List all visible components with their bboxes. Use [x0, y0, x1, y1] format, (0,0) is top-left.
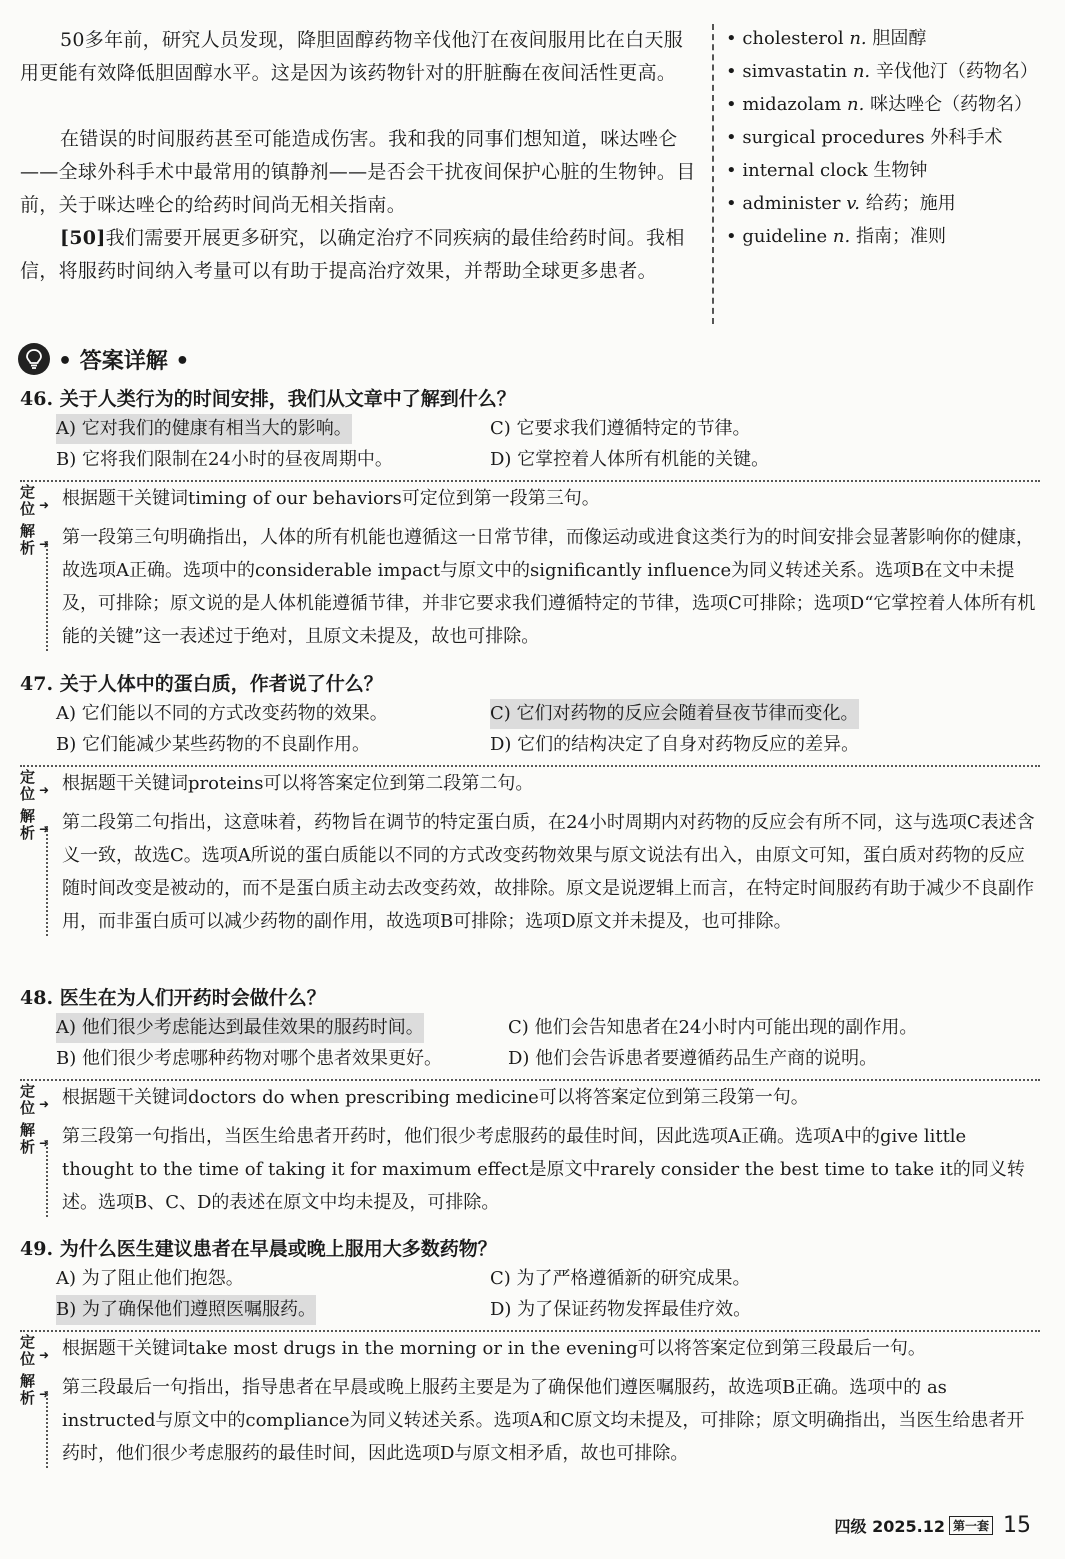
question-49	[20, 1234, 1040, 1470]
locate-text: 根据题干关键词take most drugs in the morning or in the evening可以将答案定位到第三段最后一句。	[62, 1338, 926, 1359]
locate-row	[20, 482, 1040, 518]
vocab-item: • midazolam n. 咪达唑仑（药物名）	[726, 88, 1046, 121]
lightbulb-icon	[18, 343, 50, 375]
passage-paragraph-3	[20, 222, 700, 288]
passage-paragraph-1: 50多年前，研究人员发现，降胆固醇药物辛伐他汀在夜间服用比在白天服用更能有效降低胆固醇水平。这是因为该药物针对的肝脏酶在夜间活性更高。	[20, 29, 684, 84]
locate-label: 定位	[20, 1333, 36, 1368]
question-46	[20, 384, 1040, 653]
option-b: B) 它们能减少某些药物的不良副作用。	[56, 734, 370, 755]
options	[20, 1264, 1040, 1326]
vocab-list	[726, 22, 1046, 253]
option-c: C) 它们对药物的反应会随着昼夜节律而变化。	[490, 699, 859, 729]
option-d: D) 为了保证药物发挥最佳疗效。	[490, 1299, 752, 1320]
locate-text: 根据题干关键词doctors do when prescribing medicine可以将答案定位到第三段第一句。	[62, 1087, 809, 1108]
question-title: 46. 关于人类行为的时间安排，我们从文章中了解到什么？	[20, 388, 516, 410]
arrow-icon: ➜	[39, 498, 50, 512]
passage-paragraph-3-text: 我们需要开展更多研究，以确定治疗不同疾病的最佳给药时间。我相信，将服药时间纳入考量可以有助于提高治疗效果，并帮助全球更多患者。	[20, 227, 685, 282]
vocab-item: • simvastatin n. 辛伐他汀（药物名）	[726, 55, 1046, 88]
question-title: 49. 为什么医生建议患者在早晨或晚上服用大多数药物？	[20, 1238, 497, 1260]
vocab-item: • administer v. 给药；施用	[726, 187, 1046, 220]
option-a: A) 它对我们的健康有相当大的影响。	[56, 414, 352, 444]
analysis-row	[20, 806, 1040, 938]
option-a: A) 为了阻止他们抱怨。	[56, 1268, 244, 1289]
analysis-row	[20, 1371, 1040, 1470]
locate-text: 根据题干关键词timing of our behaviors可定位到第一段第三句。	[62, 488, 600, 509]
arrow-icon: ➜	[39, 1136, 50, 1150]
page-footer	[835, 1513, 1031, 1538]
arrow-icon: ➜	[39, 822, 50, 836]
option-d: D) 它掌控着人体所有机能的关键。	[490, 449, 770, 470]
question-title: 47. 关于人体中的蛋白质，作者说了什么？	[20, 673, 383, 695]
locate-row	[20, 767, 1040, 803]
analysis-label: 解析	[20, 522, 36, 557]
question-47	[20, 669, 1040, 938]
arrow-icon: ➜	[39, 1097, 50, 1111]
option-c: C) 为了严格遵循新的研究成果。	[490, 1268, 751, 1289]
set-label: 第一套	[949, 1516, 993, 1535]
paragraph-marker: [50]	[60, 227, 106, 249]
explanation-block	[20, 480, 1040, 653]
locate-label: 定位	[20, 768, 36, 803]
vocab-item: • cholesterol n. 胆固醇	[726, 22, 1046, 55]
locate-row	[20, 1332, 1040, 1368]
option-a: A) 它们能以不同的方式改变药物的效果。	[56, 703, 388, 724]
page-number: 15	[1003, 1513, 1031, 1538]
section-title: • 答案详解 •	[58, 348, 190, 374]
answer-section-heading	[18, 341, 189, 377]
analysis-text: 第三段最后一句指出，指导患者在早晨或晚上服药主要是为了确保他们遵医嘱服药，故选项B正确。选项中的 as instructed与原文中的compliance为同义转述关系。选项A和C原文均未提及，可排除；原文明确指出，当医生给患者开药时，他们很少考虑服药的最佳时间，因此选项D与原文相矛盾，故也可排除。	[62, 1377, 1025, 1464]
question-title: 48. 医生在为人们开药时会做什么？	[20, 987, 326, 1009]
analysis-label: 解析	[20, 807, 36, 842]
option-d: D) 它们的结构决定了自身对药物反应的差异。	[490, 734, 860, 755]
analysis-text: 第三段第一句指出，当医生给患者开药时，他们很少考虑服药的最佳时间，因此选项A正确。选项A中的give little thought to the time of taking it for maximum effect是原文中rarely consider the best time to take it的同义转述。选项B、C、D的表述在原文中均未提及，可排除。	[62, 1126, 1025, 1213]
locate-row	[20, 1081, 1040, 1117]
arrow-icon: ➜	[39, 1348, 50, 1362]
analysis-label: 解析	[20, 1372, 36, 1407]
vocab-item: • surgical procedures 外科手术	[726, 121, 1046, 154]
vocab-divider	[712, 24, 714, 324]
vocab-item: • guideline n. 指南；准则	[726, 220, 1046, 253]
analysis-text: 第一段第三句明确指出，人体的所有机能也遵循这一日常节律，而像运动或进食这类行为的时间安排会显著影响你的健康，故选项A正确。选项中的considerable impact与原文中的significantly influence为同义转述关系。选项B在文中未提及，可排除；原文说的是人体机能遵循节律，并非它要求我们遵循特定的节律，选项C可排除；选项D“它掌控着人体所有机能的关键”这一表述过于绝对，且原文未提及，故也可排除。	[62, 527, 1036, 647]
exam-label: 四级 2025.12	[834, 1517, 945, 1536]
option-b: B) 它将我们限制在24小时的昼夜周期中。	[56, 449, 393, 470]
option-d: D) 他们会告诉患者要遵循药品生产商的说明。	[508, 1048, 878, 1069]
option-b: B) 他们很少考虑哪种药物对哪个患者效果更好。	[56, 1048, 442, 1069]
vocab-item: • internal clock 生物钟	[726, 154, 1046, 187]
options	[20, 699, 1040, 761]
locate-text: 根据题干关键词proteins可以将答案定位到第二段第二句。	[62, 773, 534, 794]
analysis-text: 第二段第二句指出，这意味着，药物旨在调节的特定蛋白质，在24小时周期内对药物的反应会有所不同，这与选项C表述含义一致，故选C。选项A所说的蛋白质能以不同的方式改变药物效果与原文说法有出入，由原文可知，蛋白质对药物的反应随时间改变是被动的，而不是蛋白质主动去改变药效，故排除。原文是说逻辑上而言，在特定时间服药有助于减少不良副作用，而非蛋白质可以减少药物的副作用，故选项B可排除；选项D原文并未提及，也可排除。	[62, 812, 1035, 932]
locate-label: 定位	[20, 1082, 36, 1117]
locate-label: 定位	[20, 483, 36, 518]
option-c: C) 它要求我们遵循特定的节律。	[490, 418, 751, 439]
analysis-row	[20, 1120, 1040, 1219]
options	[20, 414, 1040, 476]
arrow-icon: ➜	[39, 1387, 50, 1401]
arrow-icon: ➜	[39, 537, 50, 551]
option-c: C) 他们会告知患者在24小时内可能出现的副作用。	[508, 1017, 918, 1038]
arrow-icon: ➜	[39, 783, 50, 797]
explanation-block	[20, 765, 1040, 938]
explanation-block	[20, 1330, 1040, 1470]
analysis-label: 解析	[20, 1121, 36, 1156]
options	[20, 1013, 1040, 1075]
option-a: A) 他们很少考虑能达到最佳效果的服药时间。	[56, 1013, 424, 1043]
explanation-block	[20, 1079, 1040, 1219]
question-48	[20, 983, 1040, 1219]
passage-paragraph-2: 在错误的时间服药甚至可能造成伤害。我和我的同事们想知道，咪达唑仑——全球外科手术中最常用的镇静剂——是否会干扰夜间保护心脏的生物钟。目前，关于咪达唑仑的给药时间尚无相关指南。	[20, 128, 696, 216]
option-b: B) 为了确保他们遵照医嘱服药。	[56, 1295, 316, 1325]
analysis-row	[20, 521, 1040, 653]
